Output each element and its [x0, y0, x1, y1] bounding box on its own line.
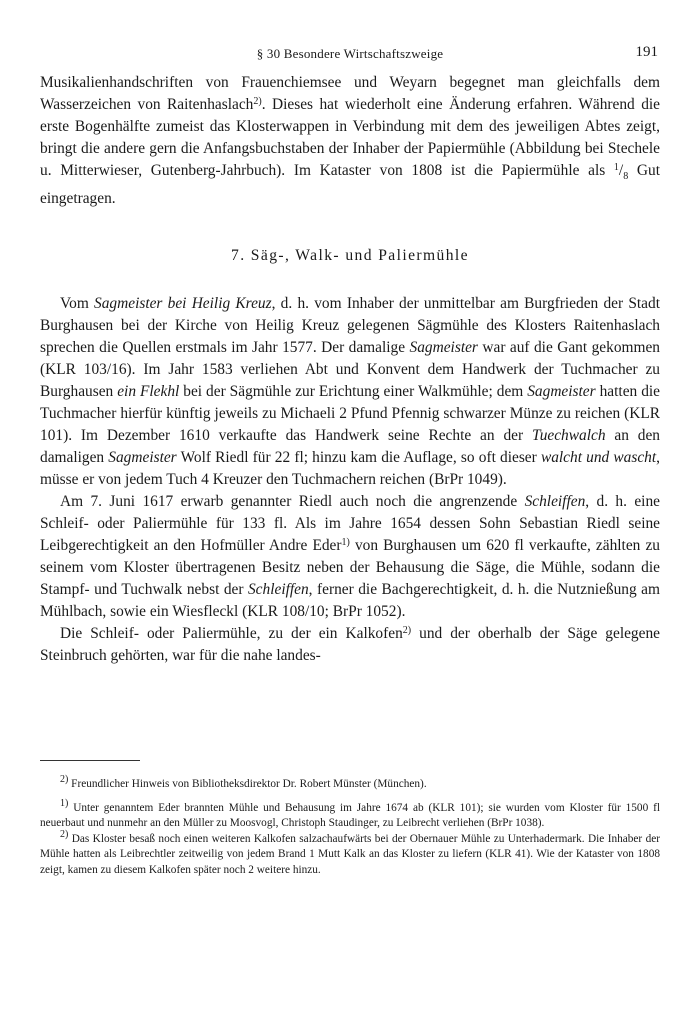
footnote-prev: $^{2)}$ Freundlicher Hinweis von Bibliotheksdirektor Dr. Robert Münster (München).: [60, 774, 427, 790]
body-text: [40, 72, 660, 667]
paragraph-4: Die Schleif- oder Paliermühle, zu der ein Kalkofen$^{2)}$ und der oberhalb der Säge gelegene Steinbruch gehörten, war für die nahe landes-: [40, 625, 660, 665]
paragraph-1: Musikalienhandschriften von Frauenchiemsee und Weyarn begegnet man gleichfalls dem Wasserzeichen von Raitenhaslach$^{2)}$. Dieses hat wiederholt eine Änderung erfahren. Während die erste Bogenhälfte zumeist das Klosterwappen in Verbindung mit dem des jeweiligen Abtes zeigt, bringt die andere gern die Anfangsbuchstaben der Inhaber der Papiermühle (Abbildung bei Stechele u. Mitterwieser, Gutenberg-Jahrbuch). Im Kataster von 1808 ist die Papiermühle als $^1/_8$ Gut eingetragen.: [40, 74, 660, 208]
footnote-ref: 1): [341, 537, 350, 549]
footnotes: [40, 774, 660, 879]
footnote-1: $^{1)}$ Unter genanntem Eder brannten Mühle und Behausung im Jahre 1674 ab (KLR 101); sie wurden vom Kloster für 1500 fl neuerbaut und nunmehr an den Müller zu Moosvogl, Christoph Staudinger, zu Leibrecht verliehen (BrPr 1038).: [40, 797, 660, 830]
footnote-2: $^{2)}$ Das Kloster besaß noch einen weiteren Kalkofen salzachaufwärts bei der Obernauer Mühle zu Unterhadermark. Die Inhaber der Mühle hatten als Leibrechtler zeitweilig von jedem Brand 1 Mutt Kalk an das Kloster zu liefern (KLR 41). Wie der Kataster von 1808 zeigt, kamen zu diesem Kalkofen später noch 2 weitere hinzu.: [40, 828, 660, 876]
paragraph-3: Am 7. Juni 1617 erwarb genannter Riedl auch noch die angrenzende Schleiffen, d. h. eine Schleif- oder Paliermühle für 133 fl. Als im Jahre 1654 dessen Sohn Sebastian Riedl seine Leibgerechtigkeit an den Hofmüller Andre Eder$^{1)}$ von Burghausen um 620 fl verkaufte, zählten zu seinem vom Kloster übertragenen Besitz neben der Behausung die Säge, die Mühle, sodann die Stampf- und Tuchwalk nebst der Schleiffen, ferner die Bachgerechtigkeit, d. h. die Nutznießung am Mühlbach, sowie ein Wiesfleckl (KLR 108/10; BrPr 1052).: [40, 493, 660, 621]
page-number: 191: [635, 44, 658, 60]
footnote-rule: [40, 760, 140, 761]
section-heading: 7. Säg-, Walk- und Paliermühle: [231, 247, 469, 265]
footnote-ref: 2): [253, 96, 262, 107]
footnote-ref: 2): [402, 625, 412, 637]
running-head-title: § 30 Besondere Wirtschaftszweige: [256, 46, 444, 61]
running-head: [40, 46, 660, 66]
paragraph-2: Vom Sagmeister bei Heilig Kreuz, d. h. vom Inhaber der unmittelbar am Burgfrieden der Stadt Burghausen bei der Kirche von Heilig Kreuz gelegenen Sägmühle des Klosters Raitenhaslach sprechen die Quellen erstmals im Jahr 1577. Der damalige Sagmeister war auf die Gant gekommen (KLR 103/16). Im Jahr 1583 verliehen Abt und Konvent dem Handwerk der Tuchmacher zu Burghausen ein Flekhl bei der Sägmühle zur Erichtung einer Walkmühle; dem Sagmeister hatten die Tuchmacher hierfür künftig jeweils zu Michaeli 2 Pfund Pfennig schwarzer Münze zu reichen (KLR 101). Im Dezember 1610 verkaufte das Handwerk seine Rechte an der Tuechwalch an den damaligen Sagmeister Wolf Riedl für 22 fl; hinzu kam die Auflage, so oft dieser walcht und wascht, müsse er von jedem Tuch 4 Kreuzer den Tuchmachern reichen (BrPr 1049).: [40, 295, 661, 489]
